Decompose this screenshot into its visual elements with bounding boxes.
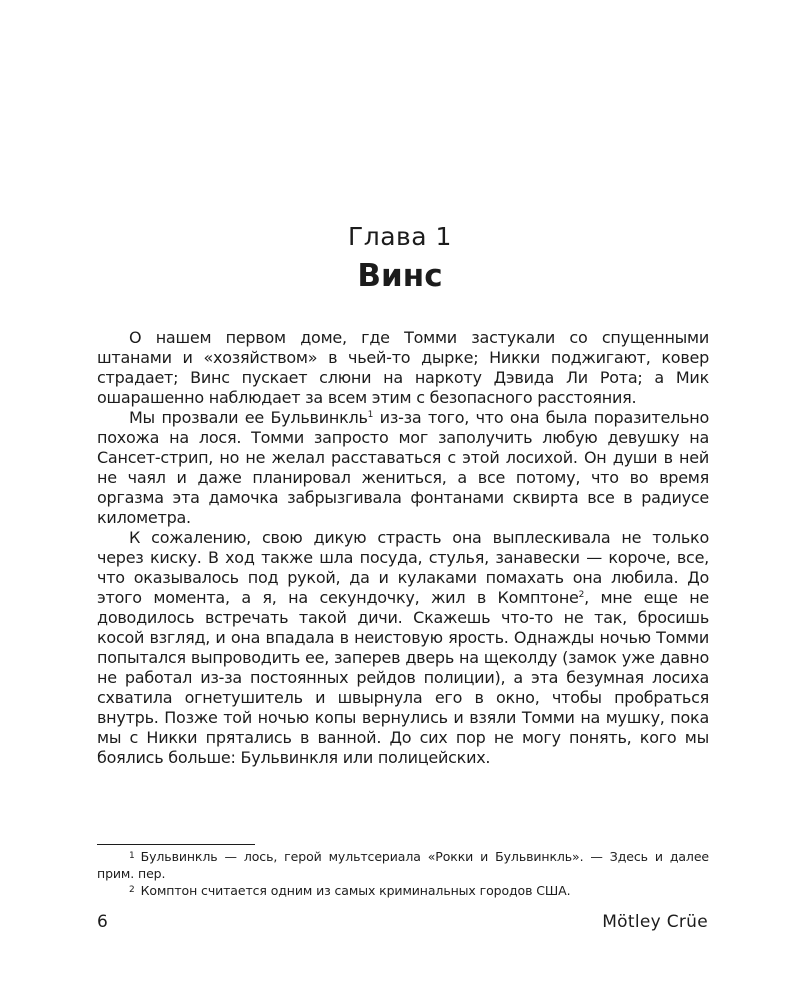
paragraph-3 <box>97 528 709 768</box>
paragraph-1 <box>97 328 709 408</box>
footnote-1 <box>97 848 709 882</box>
chapter-number: Глава 1 <box>348 222 452 251</box>
paragraph-2 <box>97 408 709 528</box>
footnote-ref-1[interactable]: 1 <box>367 410 374 420</box>
running-head: Mötley Crüe <box>602 912 708 932</box>
paragraph-text: , мне еще не доводилось встречать такой дичи. Скажешь что-то не так, бросишь косой взгляд, и она впадала в неистовую ярость. Однажды ночью Томми попытался выпроводить ее, заперев дверь на щеколду (замок уже давно не работал из-за постоянных рейдов полиции), а эта безумная лосиха схватила огнетушитель и швырнула его в окно, чтобы пробраться внутрь. Позже той ночью копы вернулись и взяли Томми на мушку, пока мы с Никки прятались в ванной. До сих пор не могу понять, кого мы боялись больше: Бульвинкля или полицейских. <box>97 588 709 767</box>
chapter-title: Винс <box>357 258 443 294</box>
footnote-ref-2[interactable]: 2 <box>578 590 585 600</box>
chapter-body <box>97 328 709 768</box>
paragraph-text: Мы прозвали ее Бульвинкль <box>129 408 368 427</box>
footnote-mark: 1 <box>129 851 135 861</box>
footnote-2 <box>97 882 709 900</box>
page-number: 6 <box>97 912 108 932</box>
footnotes <box>97 848 709 900</box>
footnote-text: Бульвинкль — лось, герой мультсериала «Рокки и Бульвинкль». — Здесь и далее прим. пер. <box>97 849 709 881</box>
footnote-mark: 2 <box>129 885 135 895</box>
footnote-text: Комптон считается одним из самых криминальных городов США. <box>140 883 571 898</box>
paragraph-text: К сожалению, свою дикую страсть она выплескивала не только через киску. В ход также шла посуда, стулья, занавески — короче, все, что оказывалось под рукой, да и кулаками помахать она любила. До этого момента, а я, на секундочку, жил в Комптоне <box>97 528 709 607</box>
paragraph-text: из-за того, что она была поразительно похожа на лося. Томми запросто мог заполучить любую девушку на Сансет-стрип, но не желал расставаться с этой лосихой. Он души в ней не чаял и даже планировал жениться, а все потому, что во время оргазма эта дамочка забрызгивала фонтанами сквирта все в радиусе километра. <box>97 408 709 527</box>
footnote-divider <box>97 844 255 845</box>
paragraph-text: О нашем первом доме, где Томми застукали со спущенными штанами и «хозяйством» в чьей-то дырке; Никки поджигают, ковер страдает; Винс пускает слюни на наркоту Дэвида Ли Рота; а Мик ошарашенно наблюдает за всем этим с безопасного расстояния. <box>97 328 709 407</box>
